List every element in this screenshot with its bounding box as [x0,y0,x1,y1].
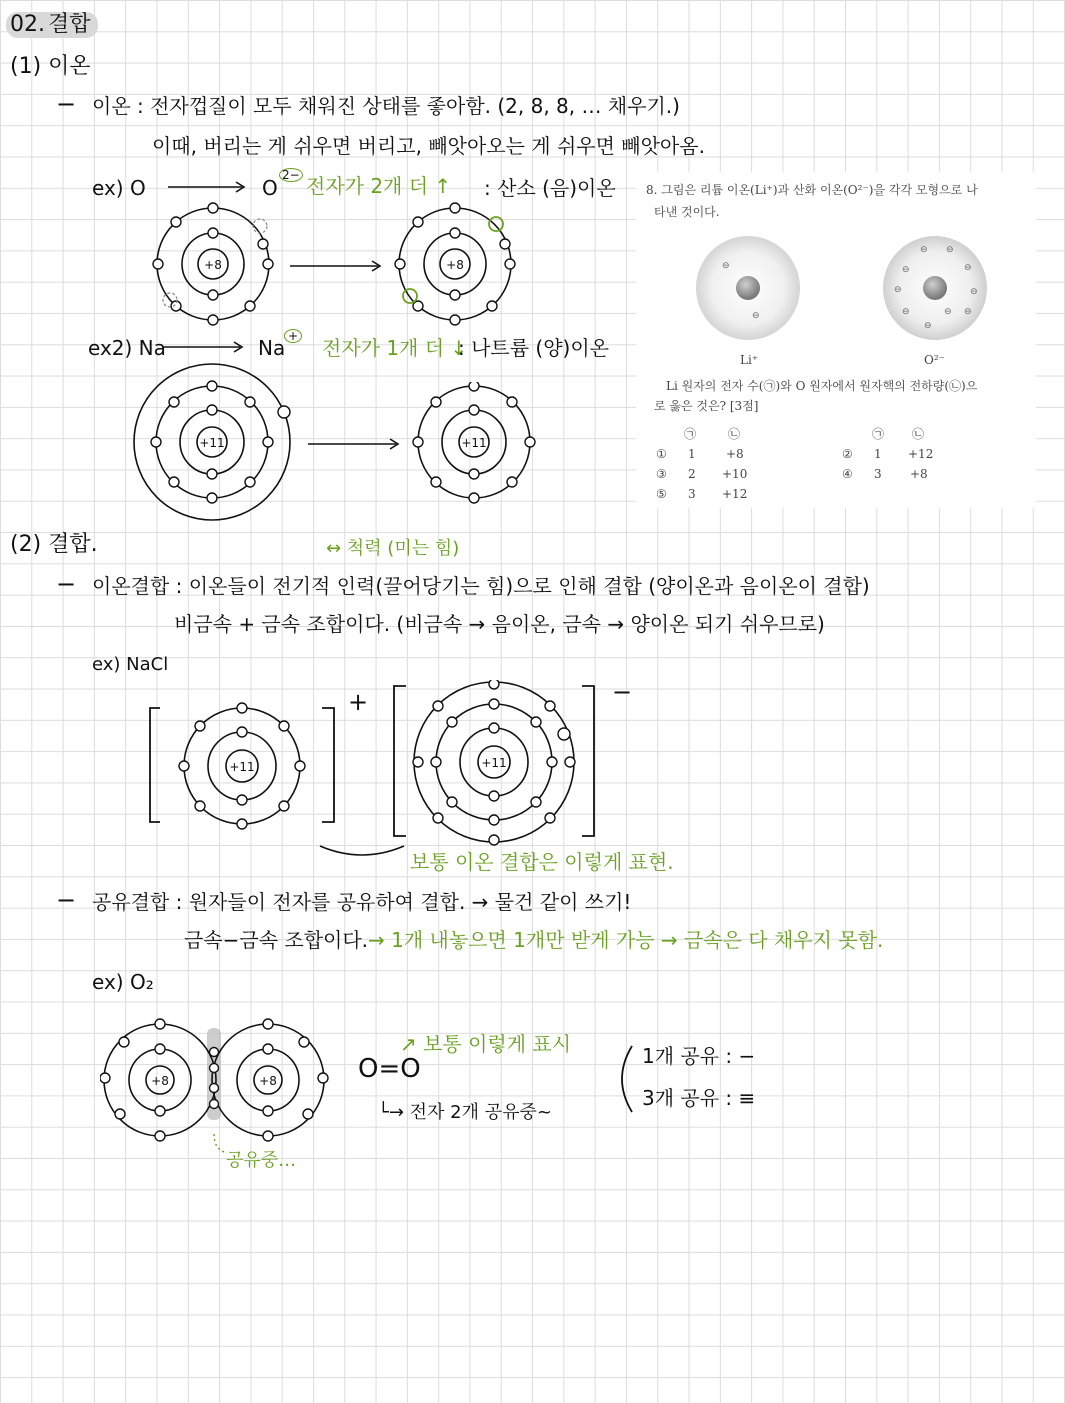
bond-triple-note: 3개 공유 : ≡ [642,1086,756,1110]
svg-text:+8: +8 [446,258,464,272]
covalent-note: → 1개 내놓으면 1개만 받게 가능 → 금속은 다 채우지 못함. [368,928,884,952]
heading-title: 결합 [48,12,91,37]
ex1-result-symbol: O [262,176,278,200]
ex2-label: ex2) Na [88,336,166,360]
nacl-ionic-diagram [144,680,644,850]
option-num[interactable]: ④ [842,467,853,481]
svg-text:⊖: ⊖ [924,321,932,331]
exam-col-b: ㉡ [728,427,741,441]
dash-bullet: − [56,90,77,118]
covalent-definition-line1: 공유결합 : 원자들이 전자를 공유하여 결합. → 물건 같이 쓰기! [92,890,632,914]
ex1-charge: 2− [279,168,303,182]
reaction-arrow [162,340,248,354]
svg-text:⊖: ⊖ [920,245,928,255]
option-num[interactable]: ② [842,447,853,461]
svg-text:+8: +8 [259,1074,277,1088]
exam-label-o: O²⁻ [924,353,945,367]
o2-label: ex) O₂ [92,970,154,994]
svg-text:⊖: ⊖ [902,265,910,275]
dash-bullet: − [56,886,77,914]
svg-text:⊖: ⊖ [944,307,952,317]
exam-col-a: ㉠ [872,427,885,441]
svg-text:+11: +11 [199,436,225,450]
o2-formula: O=O [358,1054,421,1084]
reaction-arrow [168,180,250,194]
exam-question-image [636,172,1036,508]
svg-text:+8: +8 [151,1074,169,1088]
ion-definition-line1: 이온 : 전자껍질이 모두 채워진 상태를 좋아함. (2, 8, 8, … 채우기.) [92,94,680,118]
exam-sub1: Li 원자의 전자 수(㉠)와 O 원자에서 원자핵의 전하량(㉡)으 [666,379,978,393]
option-num[interactable]: ⑤ [656,487,667,501]
sharing-note: 공유중… [226,1150,297,1171]
ionic-definition-line2: 비금속 + 금속 조합이다. (비금속 → 음이온, 금속 → 양이온 되기 쉬우므로) [174,612,825,636]
option-b: +8 [726,447,744,461]
exam-col-a: ㉠ [684,427,697,441]
option-a: 3 [688,487,696,501]
option-a: 1 [688,447,696,461]
ion-definition-line2: 이때, 버리는 게 쉬우면 버리고, 빼앗아오는 게 쉬우면 빼앗아옴. [152,134,705,158]
option-b: +8 [910,467,928,481]
o2-note-up: ↗ 보통 이렇게 표시 [400,1032,572,1056]
svg-text:⊖: ⊖ [946,245,954,255]
svg-text:+11: +11 [481,756,507,770]
covalent-definition-line2: 금속−금속 조합이다. [184,928,369,952]
heading-number: 02. [10,12,45,37]
exam-label-li: Li⁺ [740,353,759,367]
parenthesis [610,1044,636,1114]
option-num[interactable]: ① [656,447,667,461]
reaction-arrow [308,436,404,452]
sodium-ion-diagram [412,382,540,506]
option-a: 1 [874,447,882,461]
na-charge-plus: + [348,688,369,716]
o2-covalent-diagram [100,1016,332,1150]
ex2-charge: + [284,329,302,343]
svg-text:⊖: ⊖ [894,285,902,295]
ex2-result-symbol: Na [258,336,286,360]
nacl-note: 보통 이온 결합은 이렇게 표현. [410,850,674,874]
o2-note-down: └→ 전자 2개 공유중~ [378,1102,552,1123]
cl-charge-minus: − [612,678,633,706]
option-b: +12 [908,447,934,461]
svg-text:⊖: ⊖ [722,261,730,271]
exam-question: 8. 그림은 리튬 이온(Li⁺)과 산화 이온(O²⁻)을 각각 모형으로 나 [646,183,978,197]
section-ion-label: (1) 이온 [10,54,91,79]
oxide-ion-model [880,234,990,344]
option-b: +10 [722,467,748,481]
ex1-type: : 산소 (음)이온 [484,176,616,200]
reaction-arrow [290,258,386,274]
ex2-type: : 나트륨 (양)이온 [458,336,609,360]
svg-text:⊖: ⊖ [964,307,972,317]
svg-text:+8: +8 [204,258,222,272]
ex1-label: ex) O [92,176,146,200]
svg-text:⊖: ⊖ [970,287,978,297]
brace-underline [318,842,408,862]
oxide-ion-diagram [390,200,524,330]
svg-text:⊖: ⊖ [752,311,760,321]
option-num[interactable]: ③ [656,467,667,481]
option-a: 3 [874,467,882,481]
repulsion-note: ↔ 척력 (미는 힘) [326,538,460,559]
ionic-definition-line1: 이온결합 : 이온들이 전기적 인력(끌어당기는 힘)으로 인해 결합 (양이온과 음이온이 결합) [92,574,870,598]
bond-single-note: 1개 공유 : − [642,1044,756,1068]
svg-text:⊖: ⊖ [964,263,972,273]
dash-bullet: − [56,570,77,598]
ex1-note: 전자가 2개 더 ↑ [306,174,452,198]
lithium-ion-model [694,234,804,344]
exam-col-b: ㉡ [912,427,925,441]
option-b: +12 [722,487,748,501]
option-a: 2 [688,467,696,481]
exam-sub2: 로 옳은 것은? [3점] [654,399,759,413]
ex2-note: 전자가 1개 더 ↓ [322,336,468,360]
oxygen-atom-diagram [148,200,282,330]
exam-question-cont: 타낸 것이다. [654,205,720,219]
svg-text:+11: +11 [461,436,487,450]
section-bond-label: (2) 결합. [10,532,98,557]
nacl-label: ex) NaCl [92,654,169,675]
svg-text:+11: +11 [229,760,255,774]
sodium-atom-diagram [128,360,298,526]
svg-text:⊖: ⊖ [902,307,910,317]
